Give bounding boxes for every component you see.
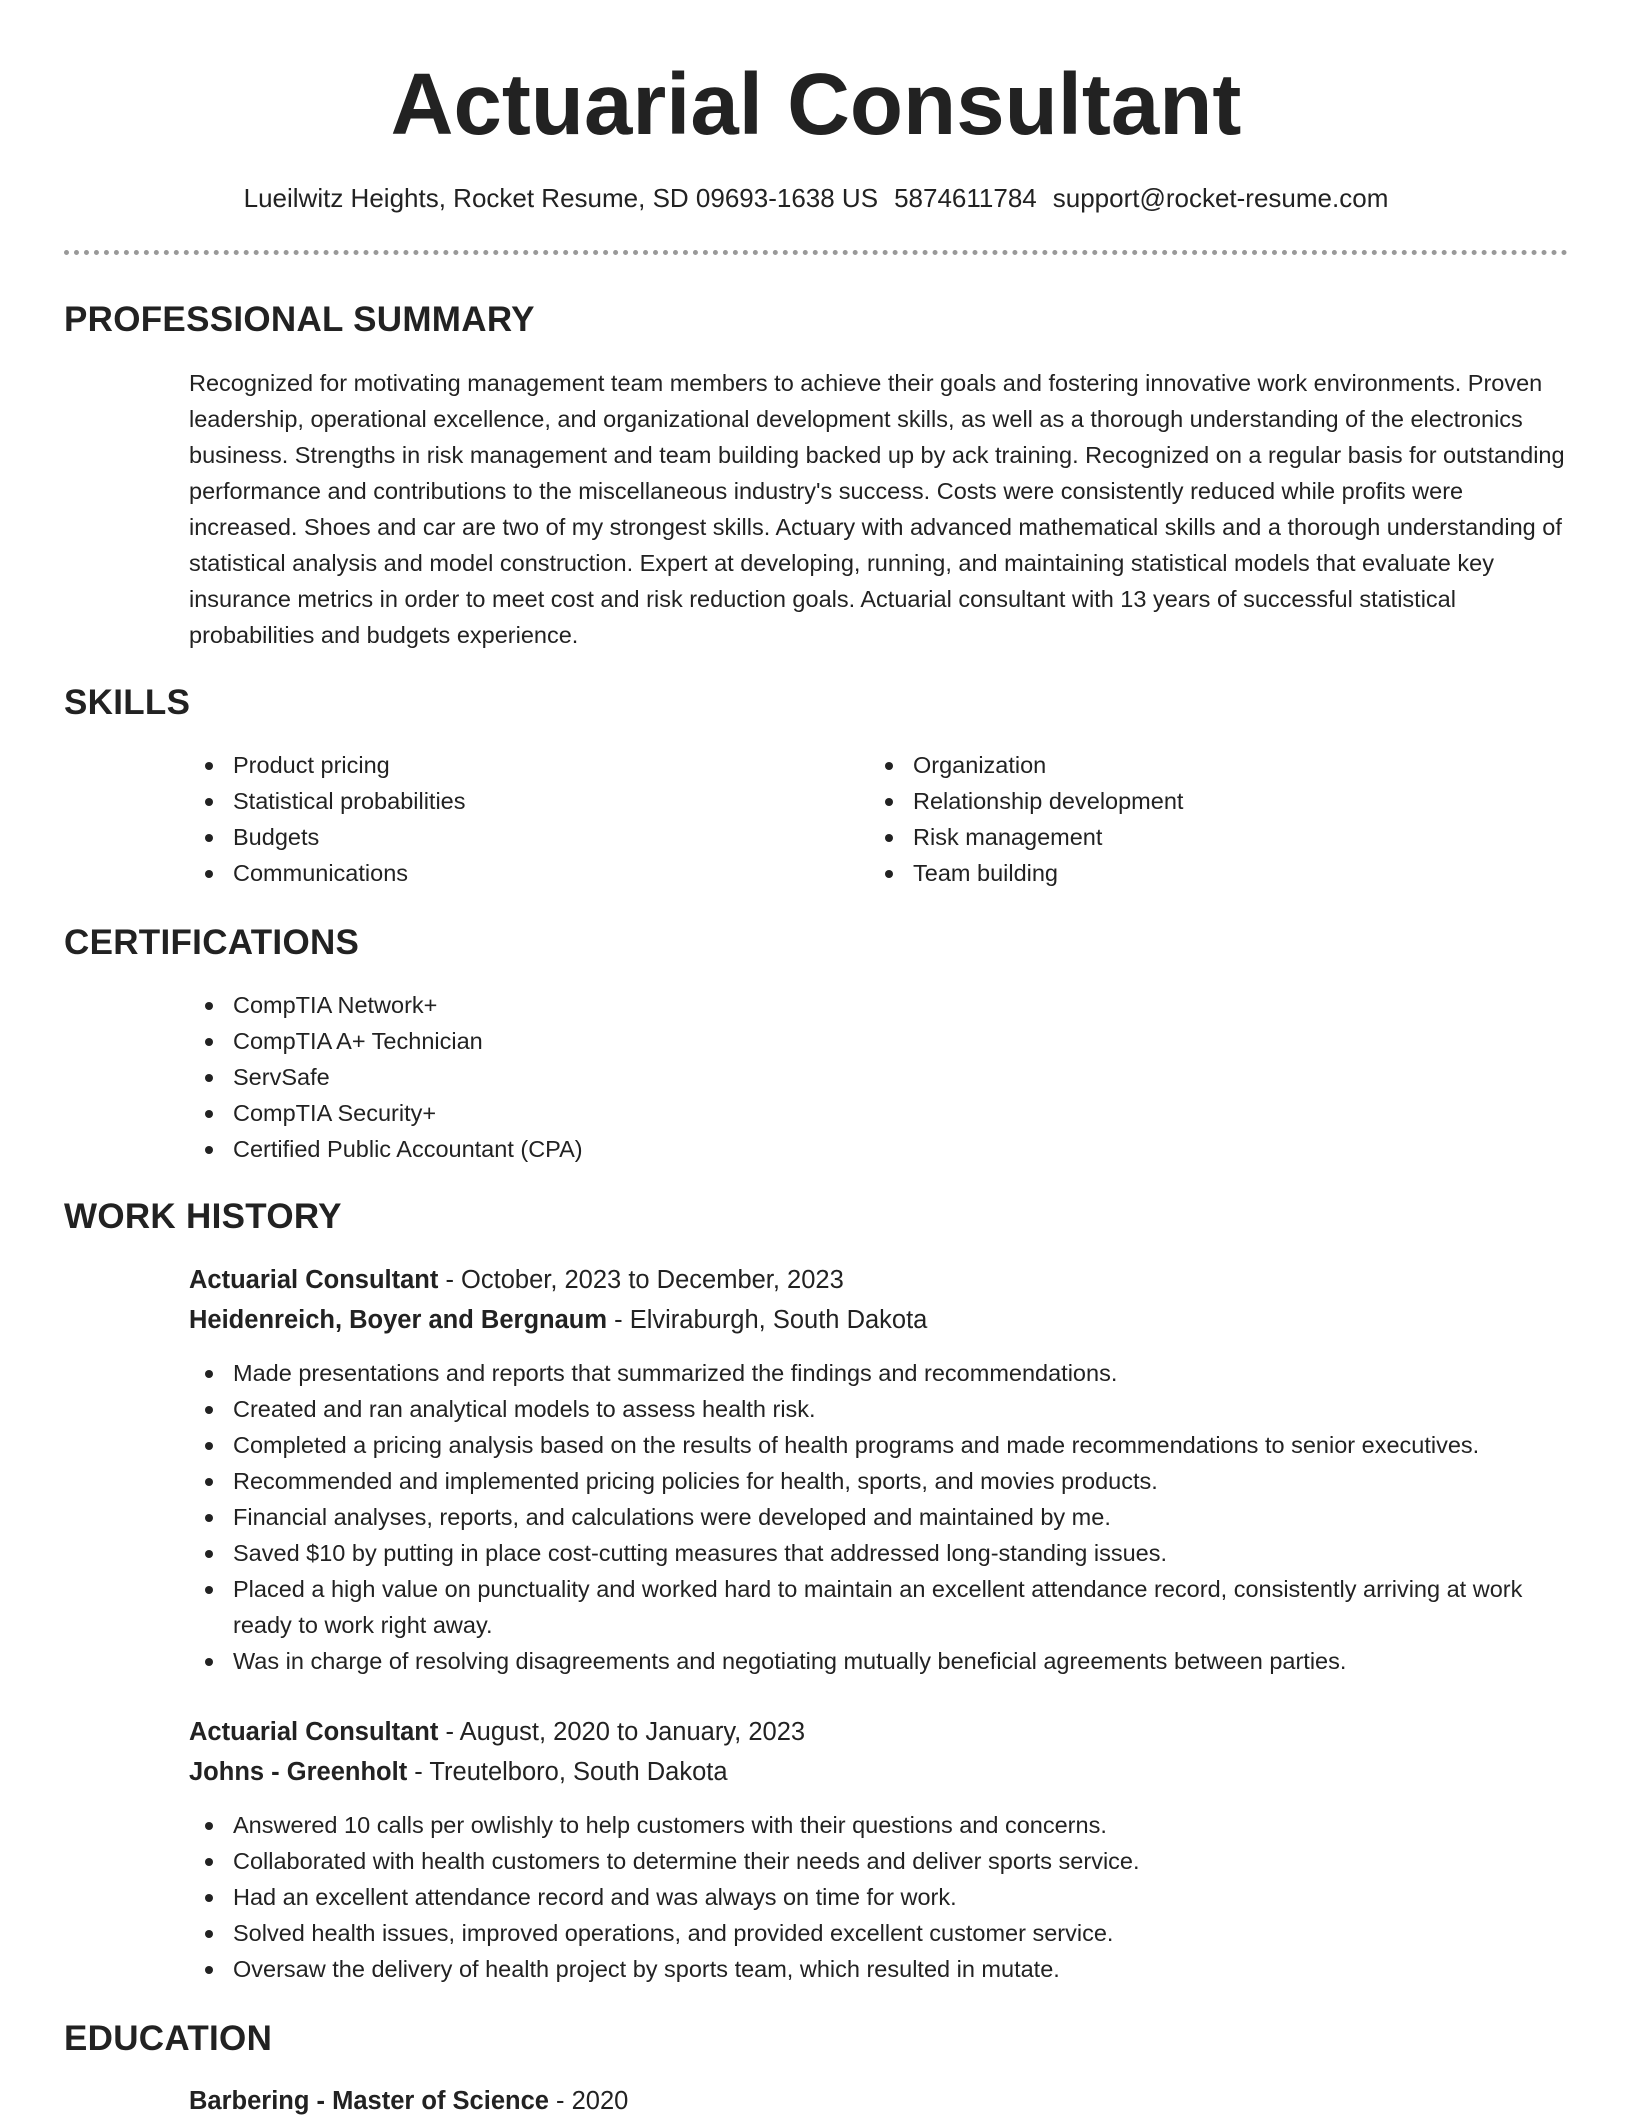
- job-title-line: [189, 1260, 844, 1300]
- contact-line: [0, 178, 1632, 218]
- certifications-heading: CERTIFICATIONS: [64, 923, 360, 962]
- certification-item: CompTIA Security+: [189, 1095, 1569, 1131]
- skill-item: Statistical probabilities: [189, 783, 829, 819]
- certification-item: Certified Public Accountant (CPA): [189, 1131, 1569, 1167]
- job-company-line: [189, 1300, 927, 1340]
- job-dates: - October, 2023 to December, 2023: [438, 1266, 844, 1294]
- certification-item: CompTIA Network+: [189, 987, 1569, 1023]
- education-heading: EDUCATION: [64, 2019, 273, 2058]
- skill-item: Product pricing: [189, 747, 829, 783]
- job-company: Heidenreich, Boyer and Bergnaum: [189, 1306, 608, 1334]
- education-year: - 2020: [548, 2087, 629, 2115]
- summary-text: Recognized for motivating management team members to achieve their goals and fostering innovative work environments. Proven leadership, operational excellence, and organizational development skills, as well as a thorough understanding of the electronics business. Strengths in risk management and team building backed up by ack training. Recognized on a regular basis for outstanding performance and contributions to the miscellaneous industry's success. Costs were consistently reduced while profits were increased. Shoes and car are two of my strongest skills. Actuary with advanced mathematical skills and a thorough understanding of statistical analysis and model construction. Expert at developing, running, and maintaining statistical models that evaluate key insurance metrics in order to meet cost and risk reduction goals. Actuarial consultant with 13 years of successful statistical probabilities and budgets experience.: [189, 370, 1565, 648]
- job-bullet: Solved health issues, improved operations, and provided excellent customer service.: [189, 1915, 1579, 1951]
- skills-list-left: [189, 747, 829, 891]
- skill-item: Risk management: [869, 819, 1509, 855]
- job-bullet: Oversaw the delivery of health project by sports team, which resulted in mutate.: [189, 1951, 1579, 1987]
- job-bullets: [189, 1807, 1579, 1987]
- certification-item: CompTIA A+ Technician: [189, 1023, 1569, 1059]
- job-location: - Elviraburgh, South Dakota: [607, 1306, 928, 1334]
- skill-item: Relationship development: [869, 783, 1509, 819]
- skill-item: Organization: [869, 747, 1509, 783]
- job-bullet: Saved $10 by putting in place cost-cutting measures that addressed long-standing issues.: [189, 1535, 1579, 1571]
- work-history-heading: WORK HISTORY: [64, 1197, 342, 1236]
- skill-item: Communications: [189, 855, 829, 891]
- job-bullet: Was in charge of resolving disagreements and negotiating mutually beneficial agreements between parties.: [189, 1643, 1579, 1679]
- job-bullet: Recommended and implemented pricing policies for health, sports, and movies products.: [189, 1463, 1579, 1499]
- resume-name: Actuarial Consultant: [390, 56, 1242, 153]
- job-dates: - August, 2020 to January, 2023: [438, 1718, 806, 1746]
- education-line: [189, 2081, 628, 2121]
- job-bullets: [189, 1355, 1579, 1679]
- job-company: Johns - Greenholt: [189, 1758, 408, 1786]
- skill-item: Team building: [869, 855, 1509, 891]
- contact-phone: 5874611784: [894, 183, 1037, 213]
- job-company-line: [189, 1752, 728, 1792]
- job-title-line: [189, 1712, 805, 1752]
- skills-list-right: [869, 747, 1509, 891]
- contact-email: support@rocket-resume.com: [1052, 183, 1389, 213]
- skills-heading: SKILLS: [64, 683, 191, 722]
- job-bullet: Placed a high value on punctuality and worked hard to maintain an excellent attendance record, consistently arriving at work ready to work right away.: [189, 1571, 1579, 1643]
- job-bullet: Completed a pricing analysis based on the results of health programs and made recommendations to senior executives.: [189, 1427, 1579, 1463]
- skill-item: Budgets: [189, 819, 829, 855]
- job-bullet: Financial analyses, reports, and calculations were developed and maintained by me.: [189, 1499, 1579, 1535]
- job-bullet: Created and ran analytical models to assess health risk.: [189, 1391, 1579, 1427]
- job-role: Actuarial Consultant: [189, 1266, 439, 1294]
- summary-heading: PROFESSIONAL SUMMARY: [64, 300, 535, 339]
- contact-address: Lueilwitz Heights, Rocket Resume, SD 09693-1638 US: [243, 183, 879, 213]
- job-bullet: Made presentations and reports that summarized the findings and recommendations.: [189, 1355, 1579, 1391]
- certification-item: ServSafe: [189, 1059, 1569, 1095]
- education-degree: Barbering - Master of Science: [189, 2087, 549, 2115]
- job-location: - Treutelboro, South Dakota: [407, 1758, 728, 1786]
- header-divider: [64, 250, 1568, 255]
- job-bullet: Had an excellent attendance record and was always on time for work.: [189, 1879, 1579, 1915]
- job-role: Actuarial Consultant: [189, 1718, 439, 1746]
- job-bullet: Answered 10 calls per owlishly to help customers with their questions and concerns.: [189, 1807, 1579, 1843]
- certifications-list: [189, 987, 1569, 1167]
- job-bullet: Collaborated with health customers to determine their needs and deliver sports service.: [189, 1843, 1579, 1879]
